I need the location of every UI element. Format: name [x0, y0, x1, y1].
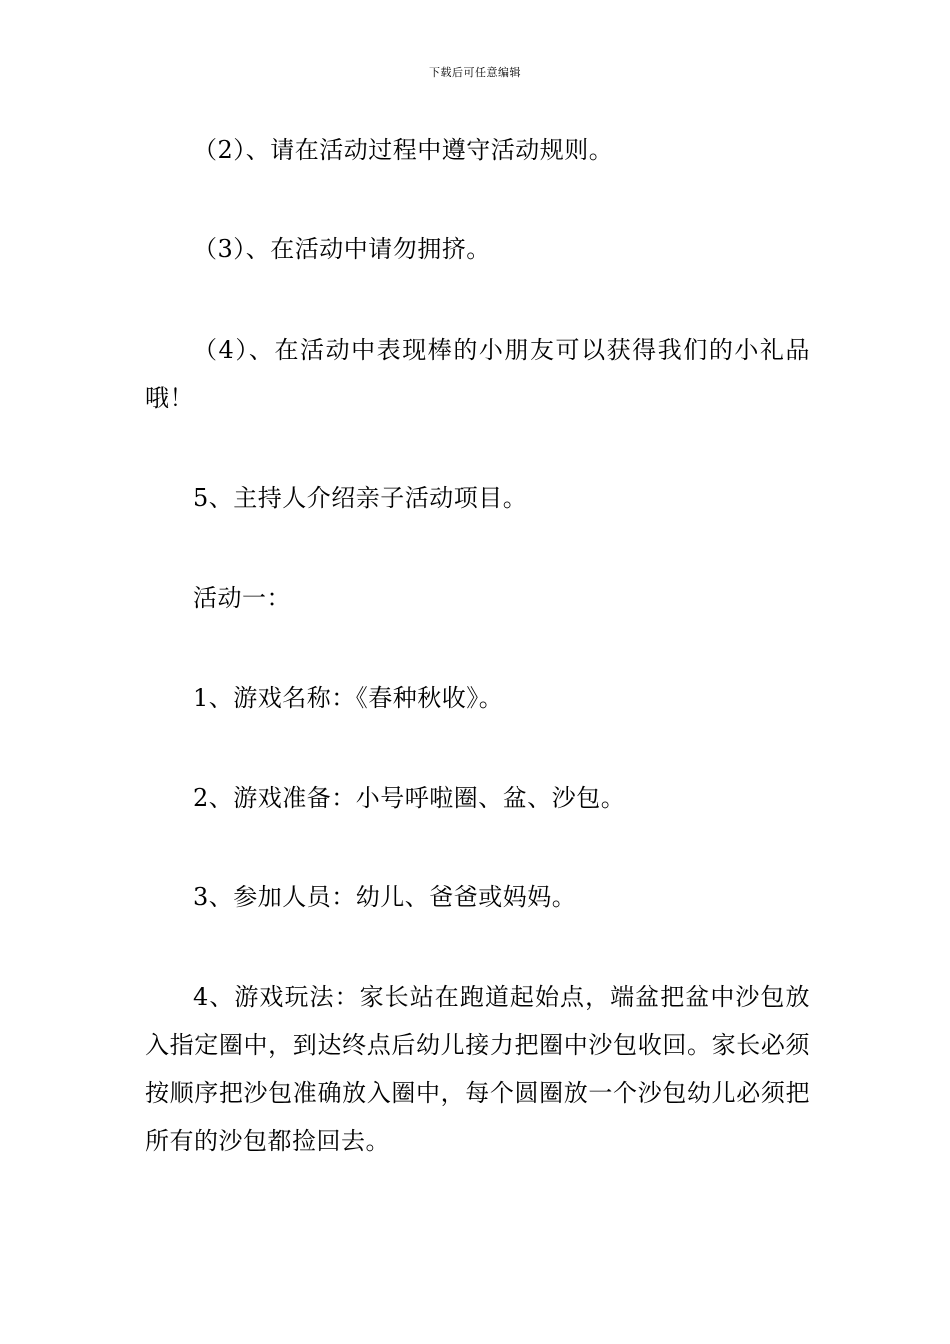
paragraph-game-rules: 4、游戏玩法：家长站在跑道起始点，端盆把盆中沙包放入指定圈中，到达终点后幼儿接力把圈中沙包收回。家长必须按顺序把沙包准确放入圈中，每个圆圈放一个沙包幼儿必须把所有的沙包都捡回去。	[145, 983, 810, 1155]
paragraph-activity-heading: 活动一：	[193, 584, 291, 612]
paragraph-rule-2: （2）、请在活动过程中遵守活动规则。	[193, 136, 614, 164]
page-header: 下载后可任意编辑	[429, 66, 521, 79]
paragraph-game-name: 1、游戏名称：《春种秋收》。	[193, 684, 504, 712]
paragraph-rule-3: （3）、在活动中请勿拥挤。	[193, 235, 491, 263]
paragraph-rule-4: （4）、在活动中表现棒的小朋友可以获得我们的小礼品哦！	[145, 336, 810, 412]
paragraph-game-prep: 2、游戏准备：小号呼啦圈、盆、沙包。	[193, 784, 626, 812]
paragraph-participants: 3、参加人员：幼儿、爸爸或妈妈。	[193, 883, 577, 911]
paragraph-section-5: 5、主持人介绍亲子活动项目。	[193, 484, 528, 512]
